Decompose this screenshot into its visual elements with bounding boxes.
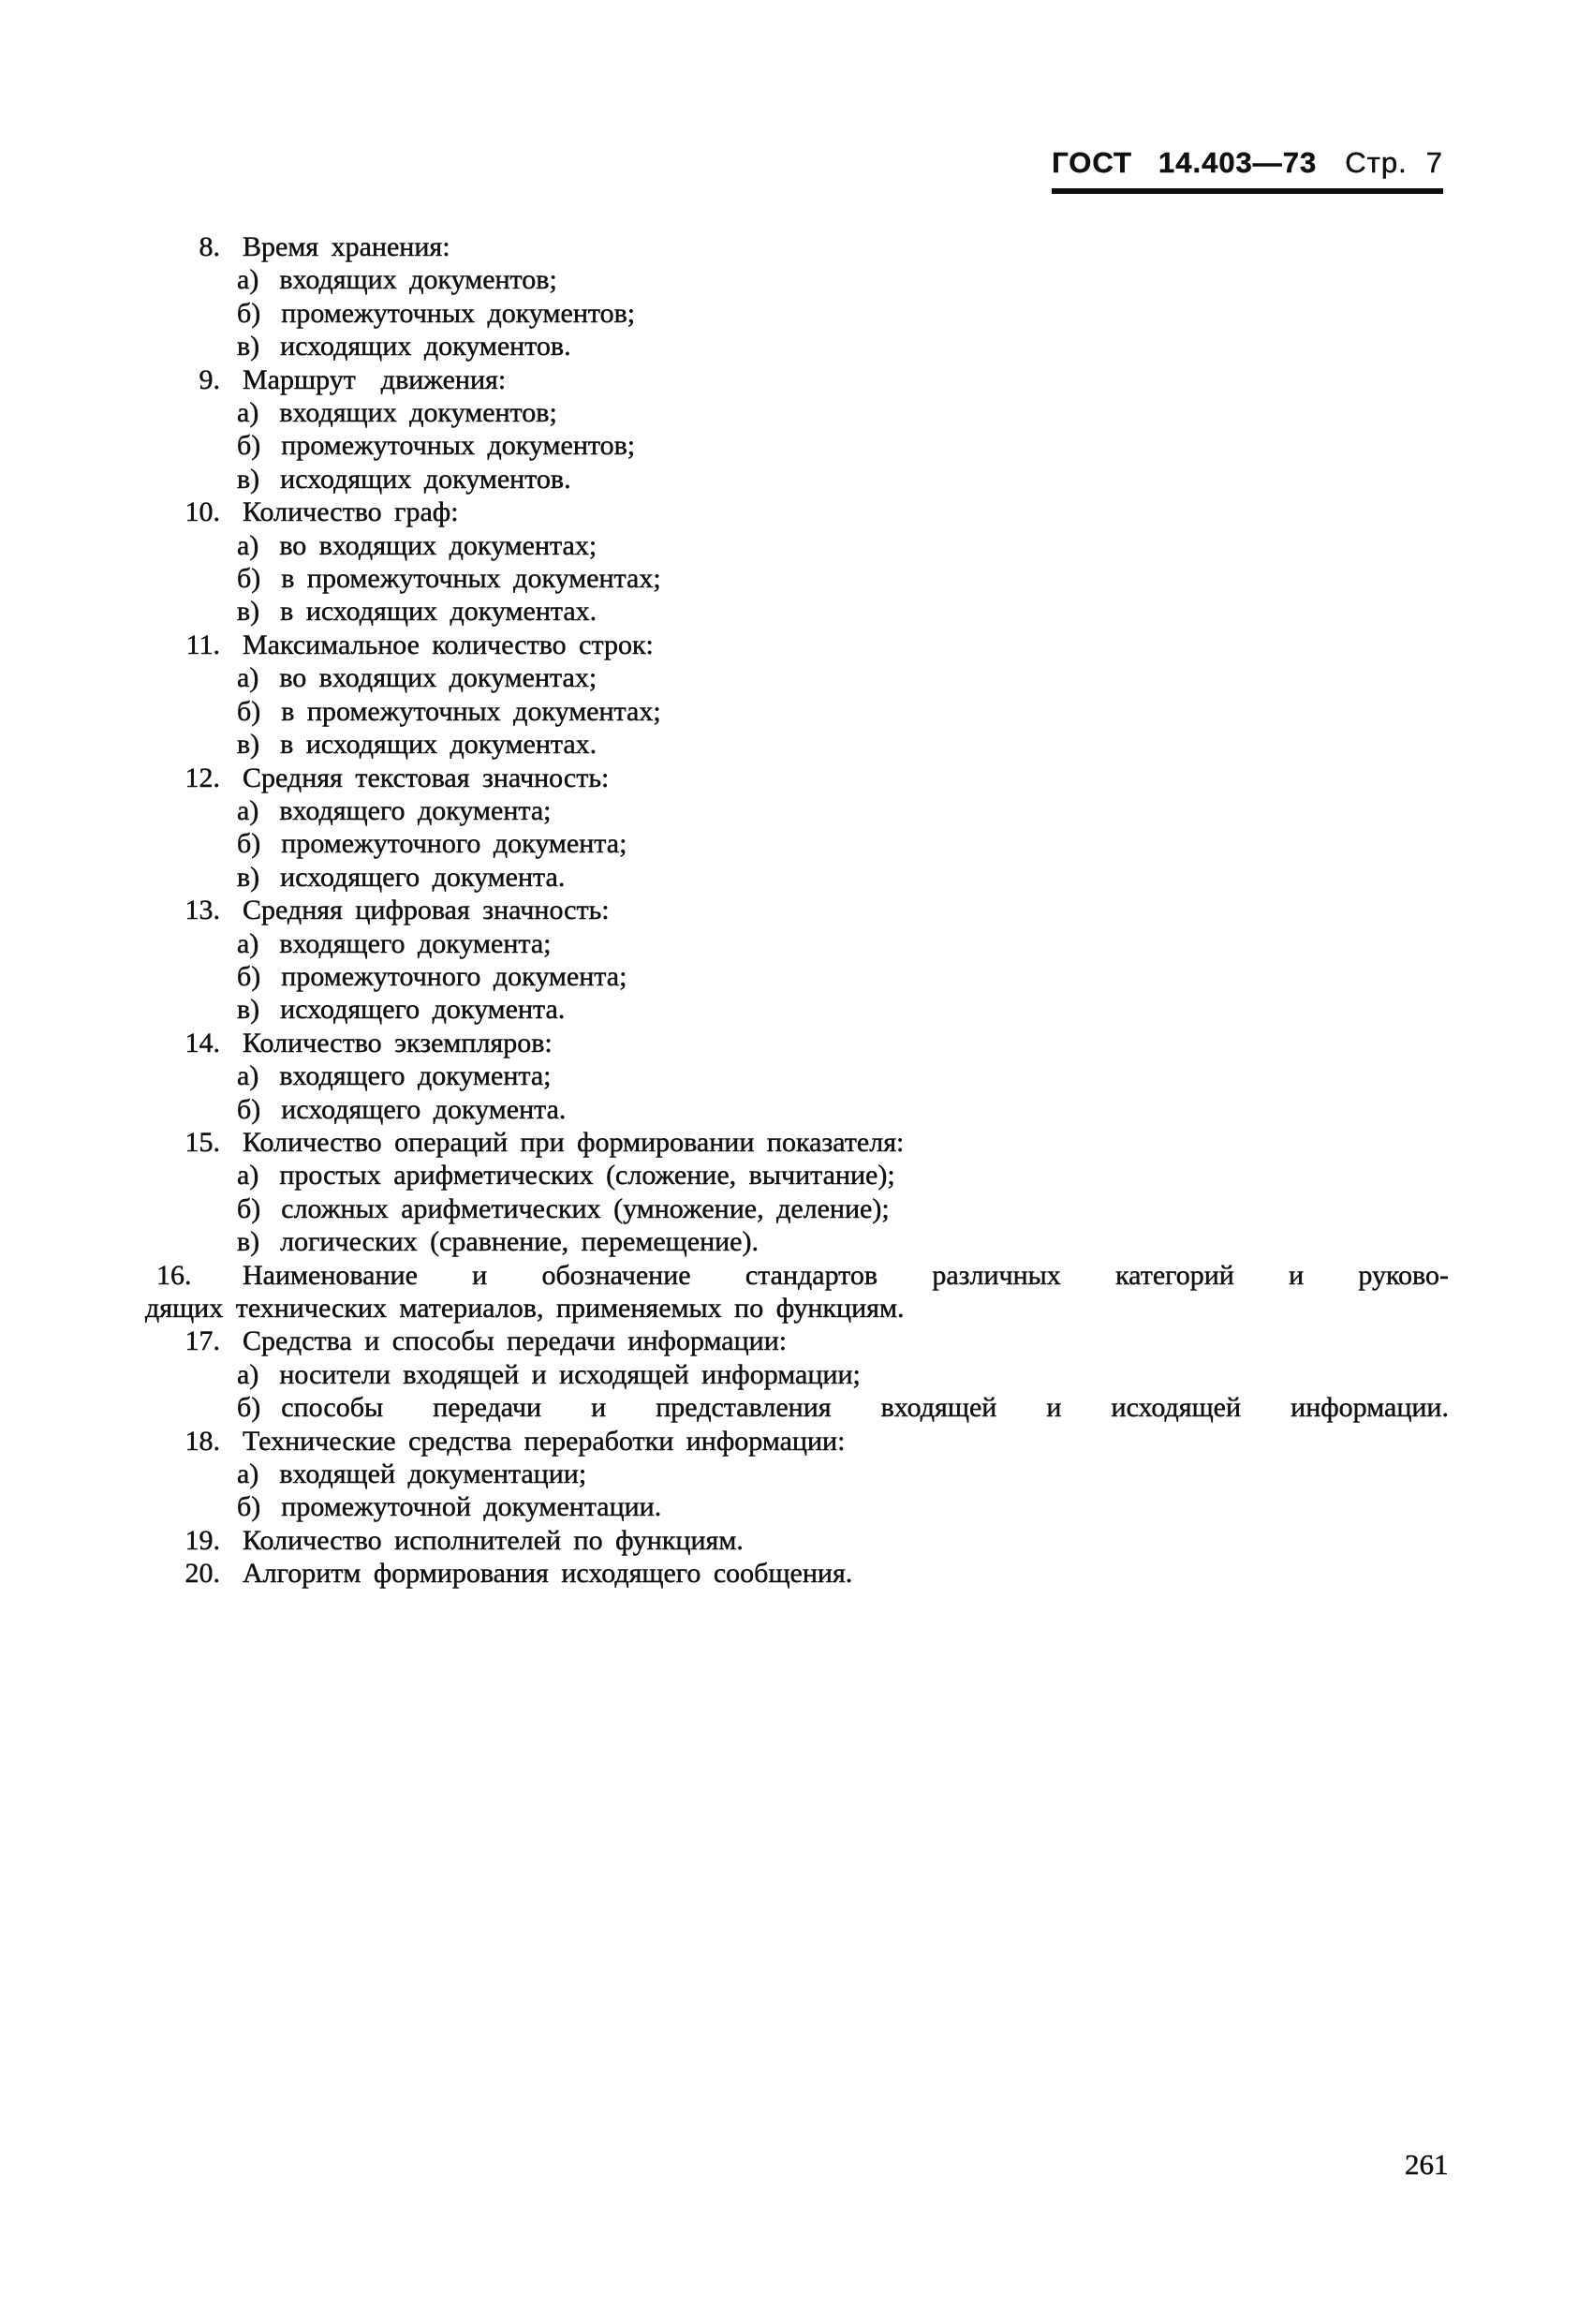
item-number: 19. bbox=[184, 1524, 220, 1556]
list-subitem bbox=[145, 827, 1449, 860]
list-subitem bbox=[145, 595, 1449, 628]
list-item-16-continuation bbox=[145, 1292, 1449, 1325]
list-item-9 bbox=[145, 363, 1449, 396]
list-subitem bbox=[145, 960, 1449, 993]
subitem-text: промежуточного документа; bbox=[281, 828, 627, 860]
list-item-17 bbox=[145, 1325, 1449, 1357]
list-subitem bbox=[145, 1458, 1449, 1490]
standard-org: ГОСТ bbox=[1052, 146, 1132, 179]
subitem-label: в) bbox=[237, 463, 260, 495]
item-number: 20. bbox=[184, 1558, 220, 1590]
list-subitem bbox=[145, 330, 1449, 363]
item-title: Количество граф: bbox=[243, 496, 459, 528]
list-subitem bbox=[145, 1093, 1449, 1126]
list-item-20 bbox=[145, 1557, 1449, 1590]
list-item-16 bbox=[145, 1259, 1449, 1292]
list-item-11 bbox=[145, 629, 1449, 661]
subitem-text: во входящих документах; bbox=[279, 662, 597, 694]
subitem-label: в) bbox=[237, 1226, 260, 1258]
item-title: Маршрут движения: bbox=[243, 363, 507, 395]
item-number: 13. bbox=[184, 895, 220, 926]
page-label: Стр. bbox=[1345, 146, 1408, 179]
item-title: Максимальное количество строк: bbox=[243, 629, 654, 660]
list-subitem bbox=[145, 463, 1449, 496]
standard-number: 14.403—73 bbox=[1158, 146, 1318, 179]
subitem-text: исходящих документов. bbox=[280, 463, 571, 495]
subitem-text: исходящего документа. bbox=[280, 861, 566, 893]
subitem-text: исходящего документа. bbox=[280, 994, 566, 1026]
item-number: 9. bbox=[199, 363, 220, 395]
subitem-label: б) bbox=[237, 960, 261, 992]
item-text-line2: дящих технических материалов, применяемых по функциям. bbox=[145, 1293, 905, 1324]
item-number: 10. bbox=[184, 496, 220, 528]
subitem-label: б) bbox=[237, 695, 261, 727]
subitem-text: логических (сравнение, перемещение). bbox=[280, 1226, 759, 1258]
item-number: 17. bbox=[184, 1325, 220, 1357]
subitem-label: а) bbox=[237, 1458, 259, 1490]
list-item-10 bbox=[145, 496, 1449, 528]
list-subitem bbox=[145, 1391, 1449, 1424]
subitem-label: а) bbox=[237, 264, 259, 296]
list-subitem bbox=[145, 1159, 1449, 1192]
subitem-text: промежуточной документации. bbox=[281, 1491, 662, 1523]
item-number: 18. bbox=[184, 1425, 220, 1457]
subitem-label: б) bbox=[237, 1093, 261, 1125]
subitem-text: исходящих документов. bbox=[280, 331, 571, 363]
list-subitem bbox=[145, 695, 1449, 728]
list-subitem bbox=[145, 263, 1449, 296]
subitem-label: а) bbox=[237, 794, 259, 826]
subitem-label: б) bbox=[237, 1491, 261, 1523]
subitem-text: в исходящих документах. bbox=[280, 729, 597, 761]
list-subitem bbox=[145, 728, 1449, 761]
subitem-label: б) bbox=[237, 1192, 261, 1224]
folio-page-number: 261 bbox=[1405, 2148, 1449, 2181]
list-subitem bbox=[145, 927, 1449, 960]
list-subitem bbox=[145, 993, 1449, 1026]
list-item-18 bbox=[145, 1425, 1449, 1458]
list-subitem bbox=[145, 529, 1449, 562]
item-title: Алгоритм формирования исходящего сообщения. bbox=[243, 1558, 853, 1590]
subitem-text: промежуточных документов; bbox=[281, 297, 636, 329]
item-number: 12. bbox=[184, 762, 220, 793]
subitem-label: в) bbox=[237, 729, 260, 761]
item-number: 8. bbox=[199, 231, 220, 262]
item-title: Время хранения: bbox=[243, 231, 450, 262]
subitem-label: б) bbox=[237, 828, 261, 860]
subitem-label: а) bbox=[237, 1358, 259, 1390]
list-subitem bbox=[145, 396, 1449, 429]
item-text-line1: Наименование и обозначение стандартов различных категорий и руково- bbox=[243, 1259, 1449, 1291]
subitem-label: а) bbox=[237, 397, 259, 429]
item-number: 16. bbox=[156, 1259, 192, 1291]
item-title: Количество экземпляров: bbox=[243, 1027, 553, 1058]
item-number: 11. bbox=[185, 629, 220, 660]
list-item-14 bbox=[145, 1027, 1449, 1059]
subitem-text: входящего документа; bbox=[279, 794, 552, 826]
list-subitem bbox=[145, 1358, 1449, 1391]
subitem-text: простых арифметических (сложение, вычитание); bbox=[279, 1160, 895, 1192]
subitem-text: носители входящей и исходящей информации; bbox=[279, 1358, 861, 1390]
list-subitem bbox=[145, 661, 1449, 694]
list-subitem bbox=[145, 794, 1449, 827]
list-subitem bbox=[145, 1192, 1449, 1225]
item-title: Количество операций при формировании показателя: bbox=[243, 1126, 905, 1158]
list-subitem bbox=[145, 429, 1449, 462]
subitem-label: а) bbox=[237, 1160, 259, 1192]
subitem-label: б) bbox=[237, 563, 261, 595]
subitem-label: в) bbox=[237, 596, 260, 628]
list-subitem bbox=[145, 1225, 1449, 1258]
list-subitem bbox=[145, 562, 1449, 595]
header-page-number: 7 bbox=[1425, 146, 1443, 179]
item-number: 15. bbox=[184, 1126, 220, 1158]
list-item-19 bbox=[145, 1524, 1449, 1557]
subitem-text: во входящих документах; bbox=[279, 529, 597, 561]
subitem-label: а) bbox=[237, 927, 259, 959]
list-subitem bbox=[145, 861, 1449, 894]
subitem-text: промежуточных документов; bbox=[281, 430, 636, 462]
item-title: Количество исполнителей по функциям. bbox=[243, 1524, 744, 1556]
subitem-label: в) bbox=[237, 994, 260, 1026]
subitem-text: сложных арифметических (умножение, деление); bbox=[281, 1192, 890, 1224]
subitem-label: а) bbox=[237, 1060, 259, 1092]
subitem-text: входящих документов; bbox=[279, 397, 557, 429]
subitem-text: входящего документа; bbox=[279, 927, 552, 959]
running-header bbox=[1052, 146, 1443, 194]
list-subitem bbox=[145, 1490, 1449, 1523]
list-item-13 bbox=[145, 894, 1449, 926]
list-subitem bbox=[145, 1059, 1449, 1092]
subitem-text: в промежуточных документах; bbox=[281, 563, 661, 595]
subitem-label: а) bbox=[237, 662, 259, 694]
subitem-label: б) bbox=[237, 1392, 261, 1424]
list-item-12 bbox=[145, 762, 1449, 794]
list-item-15 bbox=[145, 1126, 1449, 1159]
item-title: Технические средства переработки информации: bbox=[243, 1425, 846, 1457]
subitem-text: в промежуточных документах; bbox=[281, 695, 661, 727]
list-item-8 bbox=[145, 230, 1449, 263]
item-title: Средняя цифровая значность: bbox=[243, 895, 610, 926]
requirements-list bbox=[145, 230, 1449, 1591]
subitem-text: входящего документа; bbox=[279, 1060, 552, 1092]
item-title: Средняя текстовая значность: bbox=[243, 762, 610, 793]
subitem-text: промежуточного документа; bbox=[281, 960, 627, 992]
subitem-text: входящей документации; bbox=[279, 1458, 587, 1490]
item-title: Средства и способы передачи информации: bbox=[243, 1325, 788, 1357]
subitem-text: способы передачи и представления входящей и исходящей информации. bbox=[281, 1392, 1449, 1424]
item-number: 14. bbox=[184, 1027, 220, 1058]
subitem-label: в) bbox=[237, 331, 260, 363]
subitem-text: входящих документов; bbox=[279, 264, 557, 296]
subitem-label: б) bbox=[237, 430, 261, 462]
subitem-label: б) bbox=[237, 297, 261, 329]
subitem-text: исходящего документа. bbox=[281, 1093, 567, 1125]
subitem-label: а) bbox=[237, 529, 259, 561]
list-subitem bbox=[145, 297, 1449, 330]
subitem-label: в) bbox=[237, 861, 260, 893]
subitem-text: в исходящих документах. bbox=[280, 596, 597, 628]
